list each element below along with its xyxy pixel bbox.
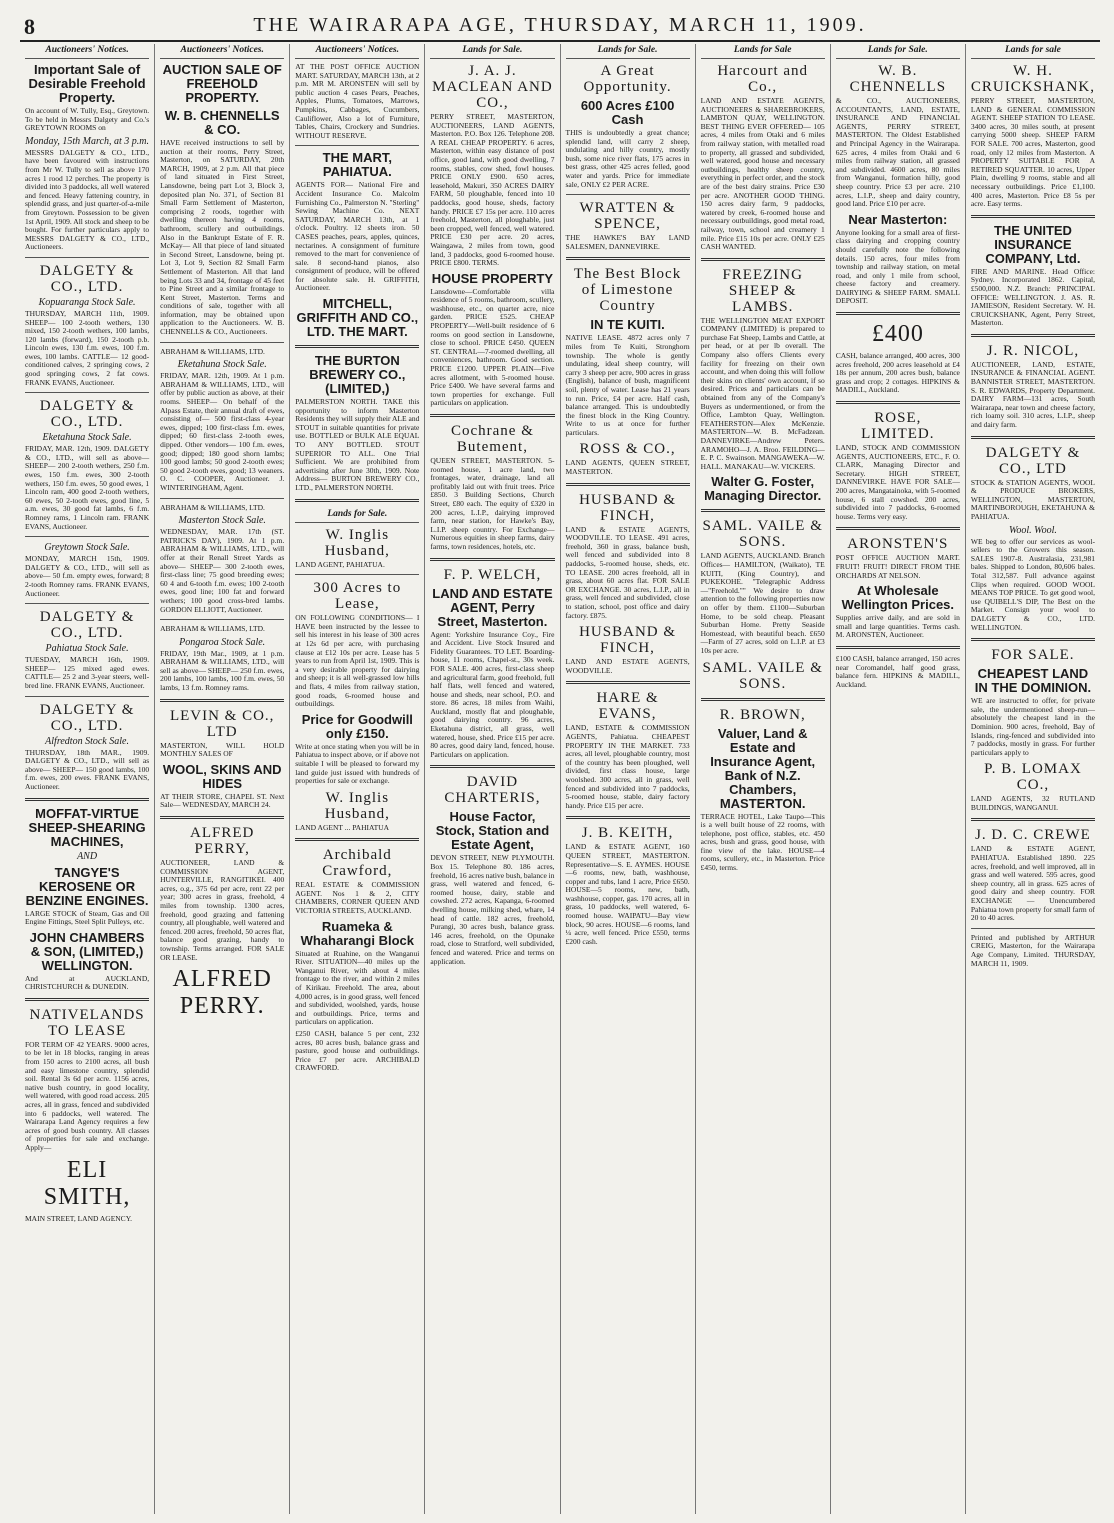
newspaper-title: THE WAIRARAPA AGE, THURSDAY, MARCH 11, 1909. (253, 14, 867, 36)
ad-heading: IN TE KUITI. (590, 317, 665, 333)
ad-heading: THE MART, PAHIATUA. (322, 150, 392, 180)
divider-rule (566, 194, 690, 195)
double-divider-rule (836, 646, 960, 649)
ad-body: AGENTS FOR— National Fire and Accident Insurance Co. Malcolm Furnishing Co., Palmerston N. "Sterling" Sewing Machine Co. NEXT SATURDAY, MARCH 13th, at 1 o'clock. Poultry. 12 sheets iron. 50 CASES peaches, pears, apples, quinces, nectarines. A consignment of furniture removed to the mart for convenience of sale. 8 second-hand pianos, also consignment of produce, will be offered for absolute sale. H. GRIFFITH, Auctioneer. (295, 180, 420, 293)
ad-body: FIRE AND MARINE. Head Office: Sydney. Incorporated 1862. Capital, £500,000. N.Z. Branch: PRINCIPAL OFFICE: WELLINGTON. J. AS. R. JAMIESON, Resident Secretary. W. H. CRUICKSHANK, Agent, Perry Street, Masterton. (970, 266, 1095, 328)
ad-body: LAND AND ESTATE AGENTS, AUCTIONEERS & SHAREBROKERS, LAMBTON QUAY, WELLINGTON. BEST THING EVER OFFERED— 105 acres, 4 miles from Otaki and 6 miles from railway station, with metalled road to property, all grassed and subdivided, well watered, good house and necessary outbuildings, healthy sheep country, everything in perfect order, and the stock are of the best dairy strains. Price £30 per acre. ANOTHER GOOD THING. 150 acres dairy farm, 9 paddocks, watered by creek, 6-roomed house and necessary outbuildings, good metal road, railway, town, school and creamery 1 mile. Price £15 10s per acre. ONLY £25 CASH WANTED. (700, 96, 825, 252)
column-section-header: Lands for Sale. (430, 44, 554, 59)
ad-title: NATIVELANDS TO LEASE (29, 1006, 145, 1039)
ad-title: WRATTEN & SPENCE, (579, 200, 676, 233)
ad-title: FOR SALE. (991, 647, 1075, 664)
ad-body: LAND AGENTS, AUCKLAND. Branch Offices— HAMILTON, (Waikato), TE KUITI, (King Country), and PUKEKOHE. "Telegraphic Address—"Freehold."" We desire to draw attention to the following properties now on offer by them. £1100—Suburban Home, to be sold cheap. Pleasant Suburban Home. Pretty Seaside Homestead, with beautiful beach. £650—Farm of 27 acres, sold on L.I.P. at £3 10s per acre. (700, 551, 825, 655)
divider-rule (295, 574, 419, 575)
ad-title: DALGETY & CO., LTD. (39, 609, 135, 642)
ad-heading: MITCHELL, GRIFFITH AND CO., LTD. THE MART. (296, 296, 419, 340)
double-divider-rule (971, 215, 1095, 218)
ad-heading: CHEAPEST LAND IN THE DOMINION. (974, 666, 1092, 696)
double-divider-rule (295, 345, 419, 348)
ad-body: MONDAY, MARCH 15th, 1909. DALGETY & CO., LTD., will sell as above— 50 f.m. empty ewes, forward; 8 2-tooth Romney rams. FRANK EVANS, Auctioneer. (25, 554, 150, 598)
ad-title: SAML. VAILE & SONS. (702, 659, 823, 692)
ad-body: THE HAWKE'S BAY LAND SALESMEN, DANNEVIRKE. (565, 233, 690, 251)
ad-body: LAND & ESTATE AGENT, 160 QUEEN STREET, MASTERTON. Representative—S. E. AYMES. HOUSE—6 rooms, new, bath, washhouse, copper and tubs, land 1 acre, Price £650. HOUSE—5 rooms, new, bath, washhouse, copper, gas. 170 acres, all in grass, 10 paddocks, well watered, 6-roomed house. WAIPATU—Bay view block, 90 acres. HOUSE—6 rooms, land ¼ acre, well fenced. Price £550, terms £200 cash. (565, 842, 690, 946)
divider-rule (160, 342, 284, 343)
column-4 (425, 44, 560, 1514)
ad-title: ARONSTEN'S (847, 536, 949, 553)
ad-body: NATIVE LEASE. 4872 acres only 7 miles from Te Kuiti, Stronghorn township. The whole is gently undulating, ideal sheep country, will carry 3 sheep per acre, 900 acres in grass (English), balance of bush, magnificent soil, plenty of water. Lease has 21 years to run. Price, £4 per acre. Half cash, balance arranged. This is undoubtedly the finest block in the King Country. Write to us at once for further particulars. (565, 333, 690, 437)
ad-title: HUSBAND & FINCH, (579, 491, 677, 524)
ad-body: FRIDAY, MAR. 12th, 1909. At 1 p.m. ABRAHAM & WILLIAMS, LTD., will offer by public auction as above, at their rooms. SHEEP— On behalf of the Alpass Estate, their annual draft of ewes, consisting of— 500 first-class 4-year ewes, dipped; 100 first-class f.m. ewes, dipped; 60 first-class 2-tooth ewes, dipped. Other vendors— 100 f.m. ewes, good; dipped; 180 good shorn lambs; 100 good lambs; 50 good 2-tooth ewes; 50 good 2-tooth ewes, good; 13 weaners. O. C. COOPER, Auctioneer. J. WINTERINGHAM, Agent. (160, 371, 285, 492)
ad-title: W. B. CHENNELLS (849, 63, 947, 95)
double-divider-rule (701, 698, 825, 701)
double-divider-rule (836, 401, 960, 404)
ad-title: W. H. CRUICKSHANK, (970, 63, 1095, 95)
column-section-header: Auctioneers' Notices. (295, 44, 419, 59)
ad-body: LAND, ESTATE & COMMISSION AGENTS, Pahiatua. CHEAPEST PROPERTY IN THE MARKET. 733 acres, all level, ploughable country, most of the country has been ploughed, well divided, first class house, large woolshed. 300 acres, all in grass, well fenced and subdivided into 7 paddocks, 5-roomed house, stable, dairy factory handy. Price £15 per acre. (565, 723, 690, 810)
ad-body: LAND, STOCK AND COMMISSION AGENTS, AUCTIONEERS, ETC., F. O. CLARK, Managing Director and Secretary. HIGH STREET, DANNEVIRKE. HAVE FOR SALE— 200 acres, Mangatainoka, with 5-roomed house, 6 stall cowshed. 200 acres, subdivided into 7 paddocks, 6-roomed house. Terms very easy. (835, 443, 960, 521)
ad-body: WE beg to offer our services as wool-sellers to the Growers this season. SALES 1907-8. Australasia, 231,981 bales. Shipped to London, 80,606 bales. Total 312,587. Full advance against Clips when required. GOOD WOOL MEANS TOP PRICE. To get good wool, use QUIBELL'S DIP, The Best on the Market. Consign your wool to DALGETY & CO., LTD. WELLINGTON. (970, 536, 1095, 632)
ad-body: Agent: Yorkshire Insurance Coy., Fire and Accident. Live Stock Insured and Fidelity Guarantees. TO LET. Boarding-house, 11 rooms, Chapel-st., 30s week. FOR SALE. 400 acres, first-class sheep and agricultural farm, good freehold, full half flats, well fenced and watered, house and sheds, near school, P.O. and store. 86 acres, 18 miles from Waihi, Auckland, mostly flat and ploughable, good dairying country. 96 acres, Eketahuna district, all grass, well watered, house, shed. Price £15 per acre. 80 acres, good dairy land, fenced, house. Particulars on application. (430, 629, 555, 759)
divider-rule (295, 145, 419, 146)
ad-heading: Valuer, Land & Estate and Insurance Agent, Bank of N.Z. Chambers, MASTERTON. (710, 725, 816, 811)
ad-body: THIS is undoubtedly a great chance; splendid land, will carry 2 sheep, undulating and hilly country, mostly bush, some nice river flats, 175 acres in best grass, other 425 acres felled, good water and yards. Price for immediate sale, ONLY £2 PER ACRE. (565, 128, 690, 189)
ad-body: THE WELLINGTON MEAT EXPORT COMPANY (LIMITED) is prepared to purchase Fat Sheep, Lambs and Cattle, at per head, or at per lb overall. The Company also offers Clients every facility for freezing on their own account, and when doing this will follow their skins on clients' own account, if so desired. Prices and particulars can be obtained from any of the Company's Buyers as undermentioned, or from the Office, Lambton Quay, Wellington. FEATHERSTON—Alex McKenzie. MASTERTON—W. B. McFadzean. DANNEVIRKE—Andrew Peters. ARAMOHO—J. A. Broo. FEILDING—E. P. C. Swainson. MANGAWEKA—W. HALL. MANAKAU—W. VICKERS. (700, 315, 825, 471)
double-divider-rule (971, 334, 1095, 337)
ad-body: WE are instructed to offer, for private sale, the undermentioned sheep-run—absolutely the cheapest land in the Dominion. 900 acres, freehold, Bay of Islands, ring-fenced and subdivided into 7 paddocks, mostly in grass. For further particulars apply to (970, 696, 1095, 757)
ad-body: LAND AGENTS, 32 RUTLAND BUILDINGS, WANGANUI. (970, 794, 1095, 812)
ad-display-line: £400 (871, 321, 924, 348)
double-divider-rule (566, 483, 690, 486)
double-divider-rule (160, 816, 284, 819)
ad-heading: TANGYE'S KEROSENE OR BENZINE ENGINES. (25, 864, 149, 908)
ad-subheading: Alfredton Stock Sale. (45, 735, 129, 747)
ad-subheading: Greytown Stock Sale. (44, 542, 130, 554)
column-section-header: Auctioneers' Notices. (160, 44, 284, 59)
ad-title: F. P. WELCH, (443, 566, 542, 583)
ad-title: DALGETY & CO., LTD. (39, 701, 135, 734)
ad-title: LEVIN & CO., LTD (169, 707, 275, 740)
double-divider-rule (25, 998, 149, 1001)
ad-body: LAND AND ESTATE AGENTS, WOODVILLE. (565, 657, 690, 675)
ad-heading: HOUSE PROPERTY (431, 270, 554, 286)
divider-rule (160, 619, 284, 620)
ad-body: & CO., AUCTIONEERS, ACCOUNTANTS, LAND, ESTATE, INSURANCE AND FINANCIAL AGENTS, PERRY STREET, MASTERTON. The Oldest Established and Principal Agency in the Wairarapa. 625 acres, 4 miles from Otaki and 6 miles from railway station, all grassed and subdivided. 4600 acres, 80 miles from Wanganui, formation hilly, good sheep country. Price £3 per acre. 210 acres, L.I.P., sheep and dairy country, good land. Price £10 per acre. (835, 96, 960, 209)
ad-title: W. Inglis Husband, (324, 526, 390, 559)
ad-title: Harcourt and Co., (717, 63, 809, 95)
ad-heading: Walter G. Foster, Managing Director. (704, 474, 822, 504)
double-divider-rule (566, 816, 690, 819)
ad-title: R. BROWN, (719, 706, 806, 723)
ad-body: CASH, balance arranged, 400 acres, 300 acres freehold, 200 acres leasehold at £4 18s per annum, 200 acres bush, balance grass and crop; 2 cottages. HIPKINS & MADILL, Auckland. (835, 351, 960, 395)
ad-subheading: Pongaroa Stock Sale. (179, 636, 266, 648)
column-5 (561, 44, 696, 1514)
ad-body: Supplies arrive daily, and are sold in small and large quantities. Terms cash. M. ARONSTEN, Auctioneer. (835, 613, 960, 640)
column-section-header: Lands for Sale. (566, 44, 690, 59)
ad-body: POST OFFICE AUCTION MART. FRUIT! FRUIT! DIRECT FROM THE ORCHARDS AT NELSON. (835, 553, 960, 580)
column-section-header: Lands for Sale. (836, 44, 960, 59)
ad-body: HAVE received instructions to sell by auction at their rooms, Perry Street, Masterton, on SATURDAY, 20th MARCH, 1909, at 2 p.m. All that piece of land situated in First Street, Lansdowne, being part Lot 3, Block 3, deposited plan No. 371, of Section 81 Small Farm Settlement of Masterton, comprising 2 roods, together with dwelling thereon having 4 rooms, bathroom, scullery and outbuildings. Also in the Bankrupt Estate of F. R. McKay— All that piece of land situated in Second Street, Lansdowne, being pt. Lot 3, Lot 9, Section 82 Small Farm Settlement of Masterton. All that land being Lots 33 and 34, frontage of 45 feet to Pine Street and a similar frontage to Kent Street, Masterton. Terms and conditions of sale, together with all information, may be obtained upon application to the Auctioneers. W. B. CHENNELLS & CO., Auctioneers. (160, 138, 285, 337)
ad-body: £250 CASH, balance 5 per cent, 232 acres, 80 acres bush, balance grass and pasture, good house and outbuildings. Price £7 per acre. ARCHIBALD CRAWFORD. (295, 1029, 420, 1073)
ad-body: £100 CASH, balance arranged, 150 acres near Coromandel, half good grass, balance fern. HIPKINS & MADILL, Auckland. (835, 653, 960, 689)
ad-subheading: Pahiatua Stock Sale. (45, 643, 129, 655)
column-section-header: Auctioneers' Notices. (25, 44, 149, 59)
ad-subheading: Masterton Stock Sale. (178, 515, 266, 527)
double-divider-rule (430, 414, 554, 417)
double-divider-rule (701, 509, 825, 512)
divider-rule (25, 603, 149, 604)
ad-display-line: ALFRED PERRY. (172, 966, 272, 1020)
ad-body: LARGE STOCK of Steam, Gas and Oil Engine Fittings, Steel Split Pulleys, etc. (25, 908, 150, 927)
column-7 (831, 44, 966, 1514)
ad-body: PERRY STREET, MASTERTON, LAND & GENERAL COMMISSION AGENT. SHEEP STATION TO LEASE. 3400 acres, 30 miles south, at present carrying 5000 sheep. SHEEP FARM FOR SALE. 700 acres, Masterton, good road, only 12 miles from Masterton. A PROPERTY SUITABLE FOR A RETIRED SQUATTER. 10 acres, Upper Plain, dwelling 9 rooms, stable and all necessary outbuildings. Price £1,100. 400 acres, Masterton. Price £8 5s per acre. Easy terms. (970, 96, 1095, 209)
ad-heading: THE UNITED INSURANCE COMPANY, Ltd. (985, 222, 1081, 266)
ad-body: REAL ESTATE & COMMISSION AGENT. Nos 1 & 2, CITY CHAMBERS, CORNER QUEEN AND VICTORIA STREETS, AUCKLAND. (295, 880, 420, 916)
ad-body: LAND AGENT ... PAHIATUA (295, 822, 390, 832)
ad-body: MASTERTON, WILL HOLD MONTHLY SALES OF (160, 740, 285, 759)
ad-body: ON FOLLOWING CONDITIONS— I HAVE been instructed by the lessee to sell his interest in his lease of 300 acres at 12s 6d per acre, with purchasing clause at £12 10s per acre. Lease has 5 years to run from April 1st, 1909. This is a very desirable property for dairying and sheep; it is all well-grassed low hills and flats, 4 miles from railway station, good roads, 6-roomed house and outbuildings. (295, 613, 420, 709)
column-6 (696, 44, 831, 1514)
ad-body: On account of W. Tully, Esq., Greytown. To be held in Messrs Dalgety and Co.'s GREYTOWN ROOMS on (25, 106, 150, 133)
ad-heading: At Wholesale Wellington Prices. (841, 583, 955, 613)
ad-body: Situated at Ruahine, on the Wanganui River. SITUATION—40 miles up the Wanganui River, with about 4 miles frontage to the river, and within 2 miles of Kirikau. Freehold. The area, about 4,000 acres, is in good grass, well fenced and subdivided, woolshed, yards, house and outbuildings. Price, terms and particulars on application. (295, 948, 420, 1027)
double-divider-rule (430, 558, 554, 561)
ad-heading: JOHN CHAMBERS & SON, (LIMITED,) WELLINGTON. (29, 929, 145, 973)
ad-body: QUEEN STREET, MASTERTON. 5-roomed house, 1 acre land, two frontages, water, drainage, land all profitably laid out with fruit trees. Price £850. 3 Building Sections, Church Street, £80 each. The equity of £320 in 200 acres, L.I.P., dairying improved farm, near station, for Hawke's Bay, L.I.P. sheep country. For Exchange—Numerous equities in sheep farms, dairy farms, town residences, hotels, etc. (430, 456, 555, 551)
ad-body: FOR TERM OF 42 YEARS. 9000 acres, to be let in 18 blocks, ranging in areas from 150 acres to 2100 acres, all bush and easy limestone country, splendid soil. Rental 3s 6d per acre. 1156 acres, native bush country, in good locality, well watered, with good road access. 205 acres, all in grass, fenced and subdivided into 6 paddocks, well watered. The Wairarapa Land Agency requires a few acres of good bush country. All classes of properties for sale and exchange. Apply— (25, 1039, 150, 1152)
ad-body: Anyone looking for a small area of first-class dairying and cropping country should carefully note the following details. 150 acres, four miles from township and railway station, on metal road, and only 1 mile from school, cheese factory and creamery. DAIRYING & SHEEP FARM. SMALL DEPOSIT. (835, 227, 960, 306)
ad-body: AT THEIR STORE, CHAPEL ST. Next Sale— WEDNESDAY, MARCH 24. (160, 791, 285, 810)
ad-title: ALFRED PERRY, (190, 825, 255, 858)
ad-body: ABRAHAM & WILLIAMS, LTD. (160, 502, 265, 512)
ad-body: FRIDAY, 19th Mar., 1909, at 1 p.m. ABRAHAM & WILLIAMS, LTD., will sell as above— SHEEP— 250 f.m. ewes, 200 lambs, 100 lambs, 100 f.m. ewes, 50 lambs, 13 f.m. Romney rams. (160, 648, 285, 693)
double-divider-rule (836, 527, 960, 530)
ad-subheading: Kopuaranga Stock Sale. (38, 296, 136, 308)
ad-title: ROSE, LIMITED. (861, 410, 935, 443)
ad-title: J. D. C. CREWE (975, 827, 1091, 844)
ad-title: The Best Block of Limestone Country (573, 266, 682, 315)
ad-title: 300 Acres to Lease, (313, 580, 402, 613)
ad-body: THURSDAY, MARCH 11th, 1909. SHEEP— 100 2-tooth wethers, 130 mixed, 150 2-tooth wethers, 100 lambs, 120 lambs (forward), 150 2-tooth p.b. Lincoln ewes, 130 f.m. ewes, 100 f.m. ewes, 100 lambs. CATTLE— 12 good-conditioned calves, 2 springing cows, 2 good springing cows, 2 fat cows. FRANK EVANS, Auctioneer. (25, 308, 150, 387)
double-divider-rule (566, 257, 690, 260)
ad-body: And at AUCKLAND, CHRISTCHURCH & DUNEDIN. (25, 973, 150, 992)
ad-body: LAND & ESTATE AGENTS, WOODVILLE. TO LEASE. 491 acres, freehold, 360 in grass, balance bush, well fenced and subdivided into 8 paddocks, 5-roomed house, sheds, etc. TO LEASE. 200 acres freehold, all in grass, about 60 acres flat. FOR SALE OR EXCHANGE. 30 acres, L.I.P., all in grass, well fenced and subdivided, close to station, school, post office and dairy factory. £875. (565, 524, 690, 620)
ad-body: AT THE POST OFFICE AUCTION MART. SATURDAY, MARCH 13th, at 2 p.m. MR M. ARONSTEN will sell by public auction 4 cases Pears, Peaches, Apples, Plums, Tomatoes, Marrows, Pumpkins, Cabbages, Cucumbers, Cauliflower, Also a lot of Furniture, Tables, Chairs, Crockery and Sundries. WITHOUT RESERVE. (295, 62, 420, 140)
double-divider-rule (160, 699, 284, 702)
ad-subheading: Monday, 15th March, at 3 p.m. (25, 135, 149, 147)
ad-body: TERRACE HOTEL, Lake Taupo—This is a well built house of 22 rooms, with telephone, post office, stables, etc. 450 acres, bush and grass, good house, with fine view of the lake. HOUSE—4 rooms, scullery, etc., in Masterton. Price £450, terms. (700, 811, 825, 873)
ad-title: FREEZING SHEEP & LAMBS. (722, 266, 803, 315)
ad-heading: 600 Acres £100 Cash (580, 98, 675, 127)
column-section-header: Lands for Sale (701, 44, 825, 59)
ad-body: LAND AGENTS, QUEEN STREET, MASTERTON. (565, 458, 690, 477)
ad-subheading: Eketahuna Stock Sale. (177, 359, 267, 371)
ad-subheading: Wool. Wool. (1008, 524, 1057, 536)
ad-title: W. Inglis Husband, (324, 789, 390, 822)
masthead (20, 14, 1100, 42)
column-1 (20, 44, 155, 1514)
ad-title: DALGETY & CO., LTD (985, 444, 1081, 477)
divider-rule (25, 696, 149, 697)
ad-body: MAIN STREET, LAND AGENCY. (25, 1213, 133, 1223)
ad-body: PALMERSTON NORTH. TAKE this opportunity to inform Masterton Residents they will supply their ALE and STOUT in suitable quantities for private use. BOTTLED or BULK ALE EQUAL TO ANY BOTTLED. STOUT SUPERIOR TO ALL. One Trial Sufficient. We are prohibited from advertising after June 30th, 1909. Note Address— BURTON BREWERY CO., LTD., PALMERSTON NORTH. (295, 397, 420, 492)
ad-body: LAND AGENT, PAHIATUA. (295, 559, 385, 569)
ad-subheading: Eketahuna Stock Sale. (42, 432, 132, 444)
double-divider-rule (971, 638, 1095, 641)
ad-body: DEVON STREET, NEW PLYMOUTH. Box 15. Telephone 80. 186 acres, freehold, 16 acres native bush, balance in grass, well watered and fenced, 6-roomed house, dairy, stable and cowshed. 272 acres, Kapanga, 6-roomed dwelling house, milking shed, whare, 14 head of cattle. 182 acres, freehold, Purangi, 30 acres bush, balance grass. 146 acres, freehold, on the Opunake road, close to Stratford, well subdivided, fenced and watered. Price and terms on application. (430, 853, 555, 966)
ad-title: Cochrane & Butement, (450, 423, 534, 455)
ad-heading: Price for Goodwill only £150. (301, 711, 413, 741)
divider-rule (25, 392, 149, 393)
page-number: 8 (24, 14, 35, 39)
divider-rule (25, 257, 149, 258)
ad-body: Lansdowne—Comfortable villa residence of 5 rooms, bathroom, scullery, washhouse, etc., on quarter acre, nice garden. PRICE £525. CHEAP PROPERTY—Well-built residence of 6 rooms on good section in Lansdowne, close to school. PRICE £450. QUEEN ST. CENTRAL—7-roomed dwelling, all conveniences, bathroom. Good section. PRICE £1200. UPPER PLAIN—Five acres allotment, with 5-roomed house. Price £400. We have several farms and town properties for exchange. Full particulars on application. (430, 286, 555, 408)
ad-title: HARE & EVANS, (596, 690, 659, 723)
double-divider-rule (566, 681, 690, 684)
divider-rule (25, 536, 149, 537)
ad-body: STOCK & STATION AGENTS, WOOL & PRODUCE BROKERS, WELLINGTON, MASTERTON, MARTINBOROUGH, EKETAHUNA & PAHIATUA. (970, 477, 1095, 521)
ad-heading: Important Sale of Desirable Freehold Property. (28, 62, 146, 105)
ad-subheading: AND (77, 850, 98, 862)
double-divider-rule (295, 499, 419, 502)
double-divider-rule (971, 436, 1095, 439)
ad-heading: LAND AND ESTATE AGENT, Perry Street, Masterton. (432, 585, 553, 629)
ad-heading: WOOL, SKINS AND HIDES (162, 761, 282, 791)
ad-heading: AUCTION SALE OF FREEHOLD PROPERTY. (162, 62, 282, 105)
ad-title: J. A. J. MACLEAN AND CO., (432, 63, 553, 111)
ad-title: J. R. NICOL, (986, 342, 1080, 359)
ad-body: Printed and published by ARTHUR CREIG, Masterton, for the Wairarapa Age Company, Limited. THURSDAY, MARCH 11, 1909. (970, 932, 1095, 968)
ad-title: P. B. LOMAX CO., (984, 761, 1082, 794)
ad-title: HUSBAND & FINCH, (579, 624, 677, 657)
ad-title: A Great Opportunity. (583, 63, 672, 95)
double-divider-rule (971, 818, 1095, 821)
ad-body: Write at once stating when you will be in Pahiatua to inspect above, or if above not suitable I will be pleased to forward my land guide just issued with hundreds of properties for sale or exchange. (295, 741, 420, 786)
double-divider-rule (295, 838, 419, 841)
ad-heading: W. B. CHENNELLS & CO. (164, 108, 280, 137)
column-3 (290, 44, 425, 1514)
ad-body: LAND & ESTATE AGENT, PAHIATUA. Established 1890. 225 acres, freehold, and well improved, all in grass and well watered. 595 acres, good sheep country, all in grass. 625 acres of good dairy and sheep country. FOR EXCHANGE — Unencumbered Pahiatua town property for small farm of 20 to 40 acres. (970, 844, 1095, 923)
double-divider-rule (836, 312, 960, 315)
ad-display-line: ELI SMITH, (43, 1156, 131, 1210)
ad-body: PERRY STREET, MASTERTON, AUCTIONEERS, LAND AGENTS, Masterton. P.O. Box 126. Telephone 208. A REAL CHEAP PROPERTY. 6 acres, Masterton, within easy distance of post office, good land, with good dwelling, 7 rooms, stables, cow shed, fowl houses. PRICE ONLY £900. 650 acres, leasehold, Makuri, 350 ACRES DAIRY FARM, 50 ploughable, fenced into 10 paddocks, good house, sheds, factory handy. PRICE £7 15s per acre. 110 acres freehold, Masterton, all ploughable, just been cropped, well fenced, well watered. PRICE £30 per acre. 20 acres, Waingawa, 2 miles from town, good land, 3 paddocks, good 6-roomed house. PRICE £800. TERMS. (430, 112, 555, 268)
ad-title: DALGETY & CO., LTD. (39, 398, 135, 431)
column-8 (966, 44, 1100, 1514)
divider-rule (971, 928, 1095, 929)
ad-title: Archibald Crawford, (322, 847, 393, 880)
ad-body: ABRAHAM & WILLIAMS, LTD. (160, 346, 265, 356)
ad-body: AUCTIONEER, LAND, ESTATE, INSURANCE & FINANCIAL AGENT. BANNISTER STREET, MASTERTON. S. R. EDWARDS, Property Department. DAIRY FARM—131 acres, South Wairarapa, near town and cheese factory, rich loamy soil. 310 acres, L.I.P., sheep and dairy farm. (970, 359, 1095, 430)
ad-title: SAML. VAILE & SONS. (702, 518, 823, 551)
column-2 (155, 44, 290, 1514)
ad-body: TUESDAY, MARCH 16th, 1909. SHEEP— 125 mixed aged ewes. CATTLE— 25 2 and 3-year steers, well-bred line. FRANK EVANS, Auctioneer. (25, 655, 150, 690)
ad-title: DALGETY & CO., LTD. (39, 262, 135, 295)
column-section-header: Lands for sale (971, 44, 1095, 59)
ad-heading: House Factor, Stock, Station and Estate Agent, (435, 809, 550, 853)
double-divider-rule (25, 798, 149, 801)
divider-rule (160, 498, 284, 499)
double-divider-rule (430, 765, 554, 768)
ad-body: AUCTIONEER, LAND & COMMISSION AGENT, HUNTERVILLE, RANGITIKEI. 400 acres, o.g., 375 6d per acre, rent 22 per year; 300 acres in grass, freehold, 4 miles from township. 1300 acres, freehold, good grazing and fattening country, all ploughable, well watered and fenced. 200 acres, freehold, 50 acres flat, balance good grazing, handy to township. Terms arranged. FOR SALE OR LEASE. (160, 858, 285, 962)
ad-title: J. B. KEITH, (581, 825, 674, 842)
double-divider-rule (701, 258, 825, 261)
section-header: Lands for Sale. (295, 508, 419, 523)
ad-body: FRIDAY, MAR. 12th, 1909. DALGETY & CO., LTD., will sell as above— SHEEP— 200 2-tooth wethers, 250 f.m. ewes, 150 f.m. ewes, 300 2-tooth wethers, 150 f.m. ewes, 50 good ewes, 1 Lincoln ram, 400 good 2-tooth wethers, 60 ewes, 50 2-tooth ewes, good line, 5 a.m. ewes, 30 good fat lambs, 6 f.m. Romney rams, 1 Lincoln ram. FRANK EVANS, Auctioneer. (25, 444, 150, 531)
ad-body: WEDNESDAY, MAR. 17th (ST. PATRICK'S DAY), 1909. At 1 p.m. ABRAHAM & WILLIAMS, LTD., will offer at their Renall Street Yards as above— SHEEP— 300 2-tooth ewes, first-class line; 75 good breeding ewes; 60 4 and 6-tooth f.m. ewes; 100 2-tooth ewes, good line; 100 fat and forward wethers; 100 good cross-bred lambs. GORDON ELLIOTT, Auctioneer. (160, 527, 285, 614)
ad-heading: Ruameka & Whaharangi Block (300, 918, 415, 948)
ad-body: THURSDAY, 18th MAR., 1909. DALGETY & CO., LTD., will sell as above— SHEEP— 150 good lambs, 100 f.m. ewes, 200 ewes. FRANK EVANS, Auctioneer. (25, 747, 150, 791)
ad-title: ROSS & CO., (579, 441, 676, 458)
ad-title: DAVID CHARTERIS, (444, 774, 541, 807)
ad-heading: THE BURTON BREWERY CO., (LIMITED,) (309, 353, 406, 397)
ad-heading: Near Masterton: (848, 211, 948, 227)
ad-heading: MOFFAT-VIRTUE SHEEP-SHEARING MACHINES, (28, 805, 146, 849)
ad-body: MESSRS DALGETY & CO., LTD., have been favoured with instructions from Mr W. Tully to sell as above 170 acres 1 rood 12 perches. The property is divided into 3 paddocks, all well watered and fenced. Heavy fattening country, in splendid grass, and just quarter-of-a-mile from Greytown. Possession to be given 1st April, 1909. All stock and sheep to be bought. For further particulars apply to MESSRS DALGETY & CO., LTD., Auctioneers. (25, 147, 150, 252)
ad-body: ABRAHAM & WILLIAMS, LTD. (160, 624, 265, 634)
page-columns (20, 44, 1100, 1514)
